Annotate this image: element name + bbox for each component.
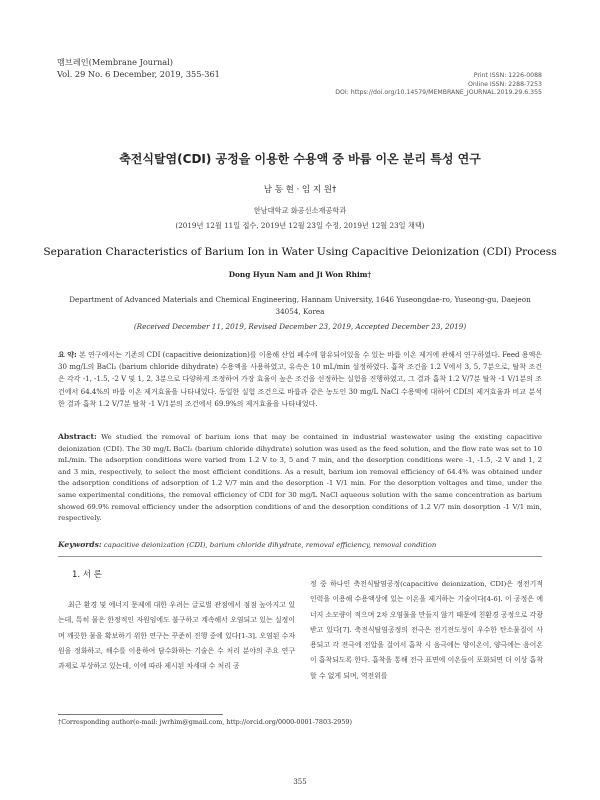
abstract-korean-text: 본 연구에서는 기존의 CDI (capacitive deionization)를 이용해 산업 폐수에 함유되어있을 수 있는 바륨 이온 제거에 관해서 연구하였다. Feed 용액은 30 mg/L의 BaCl₂ (barium chloride dihydrate) 수용액을 사용하였고, 유속은 10 mL/min 설정하였다. 흡착 조건을 1.2 V에서 3, 5, 7분으로, 탈착 조건은 각각 -1, -1.5, -2 V 및 1, 2, 3분으로 다양하게 조정하여 가장 효율이 높은 조건을 선정하는 실험을 진행하였고, 그 결과 흡착 1.2 V/7분 탈착 -1 V/1분의 조건에서 64.4%의 바륨 이온 제거효율을 나타내었다. 동일한 실험 조건으로 바륨과 같은 농도인 30 mg/L NaCl 수용액에 대하여 CDI의 제거효율과 비교 분석한 결과 흡착 1.2 V/7분 탈착 -1 V/1분의 조건에서 69.9%의 제거효율을 나타내었다.: [58, 351, 542, 408]
received-dates-korean: (2019년 12월 11일 접수, 2019년 12월 23일 수정, 2019년 12월 23일 채택): [175, 221, 425, 230]
journal-issue: Vol. 29 No. 6 December, 2019, 355-361: [57, 68, 220, 79]
print-issn: Print ISSN: 1226-0088: [473, 72, 542, 79]
authors-korean: 남 동 현 · 임 지 원†: [263, 185, 337, 195]
journal-header: [57, 57, 220, 80]
section-heading-introduction: 1. 서 론: [72, 570, 102, 580]
intro-paragraph-right: 정 중 하나인 축전식탈염공정(capacitive deionization, CDI)은 정전기적 인력을 이용해 수용액상에 있는 이온을 제거하는 기술이다[4-6]. 이 공정은 에너지 소모량이 적으며 2차 오염물을 만들지 않기 때문에 친환경 공정으로 각광받고 있다[7]. 축전식탈염공정의 전극은 전기전도성이 우수한 탄소물질이 사용되고 각 전극에 전압을 걸어서 흡착 시 음극에는 양이온이, 양극에는 음이온이 흡착되도록 한다. 흡착을 통해 전극 표면에 이온들이 포화되면 더 이상 흡착할 수 없게 되며, 역전위를: [310, 580, 543, 680]
corresponding-author-footnote: †Corresponding author(e-mail: jwrhim@gmail.com, http://orcid.org/0000-0001-7803-2959): [58, 718, 352, 726]
abstract-korean-label: 요 약:: [58, 351, 77, 359]
footnote-divider: [58, 714, 223, 715]
authors-english: Dong Hyun Nam and Ji Won Rhim†: [228, 270, 372, 279]
journal-title: 멤브레인(Membrane Journal): [57, 57, 173, 67]
page-number: 355: [293, 778, 307, 786]
section-divider: [58, 556, 542, 557]
intro-paragraph-left: 최근 환경 및 에너지 문제에 대한 우려는 글로벌 관점에서 점점 높아지고 있는데, 특히 물은 한정적인 자원임에도 불구하고 계속해서 오염되고 있는 실정이며 깨끗한 물을 확보하기 위한 연구는 꾸준히 진행 중에 있다[1-3]. 오염된 수자원을 정화하고, 해수를 이용하여 담수화하는 기술은 수 처리 분야의 주요 연구 과제로 부상하고 있는데, 이에 따라 제시된 차세대 수 처리 공: [58, 601, 295, 671]
online-issn: Online ISSN: 2288-7253: [467, 80, 542, 88]
keywords-text: capacitive deionization (CDI), barium chloride dihydrate, removal efficiency, removal condition: [103, 541, 437, 549]
right-column: [310, 577, 543, 684]
affiliation-korean: 한남대학교 화공신소재공학과: [253, 206, 347, 215]
received-dates-english: (Received December 11, 2019, Revised December 23, 2019, Accepted December 23, 2019): [133, 322, 467, 331]
title-english: Separation Characteristics of Barium Ion in Water Using Capacitive Deionization (CDI) Process: [43, 246, 557, 258]
abstract-korean: [58, 349, 542, 410]
title-korean: 축전식탈염(CDI) 공정을 이용한 수용액 중 바륨 이온 분리 특성 연구: [119, 152, 481, 166]
keywords: [58, 540, 542, 549]
left-column: [58, 568, 295, 674]
affiliation-english: Department of Advanced Materials and Chemical Engineering, Hannam University, 1646 Yuseongdae-ro, Yuseong-gu, Daejeon 34054, Korea: [69, 295, 531, 316]
abstract-english: [58, 431, 542, 525]
issn-block: [335, 72, 542, 98]
doi-link[interactable]: DOI: https://doi.org/10.14579/MEMBRANE_JOURNAL.2019.29.6.355: [335, 89, 542, 97]
abstract-english-label: Abstract:: [58, 432, 97, 441]
abstract-english-text: We studied the removal of barium ions that may be contained in industrial wastewater using the existing capacitive deionization (CDI). The 30 mg/L BaCl₂ (barium chloride dihydrate) solution was used as the feed solution, and the flow rate was set to 10 mL/min. The adsorption conditions were varied from 1.2 V to 3, 5 and 7 min, and the desorption conditions were -1, -1.5, -2 V and 1, 2 and 3 min, respectively, to select the most efficient conditions. As a result, barium ion removal efficiency of 64.4% was obtained under the adsorption conditions of adsorption of 1.2 V/7 min and the desorption -1 V/1 min. For the desorption voltages and time, under the same experimental conditions, the removal efficiency of CDI for 30 mg/L NaCl aqueous solution with the same concentration as barium showed 69.9% removal efficiency under the adsorption conditions of and the desorption conditions of 1.2 V/7 min desorption -1 V/1 min, respectively.: [58, 433, 542, 523]
keywords-label: Keywords:: [58, 540, 102, 549]
